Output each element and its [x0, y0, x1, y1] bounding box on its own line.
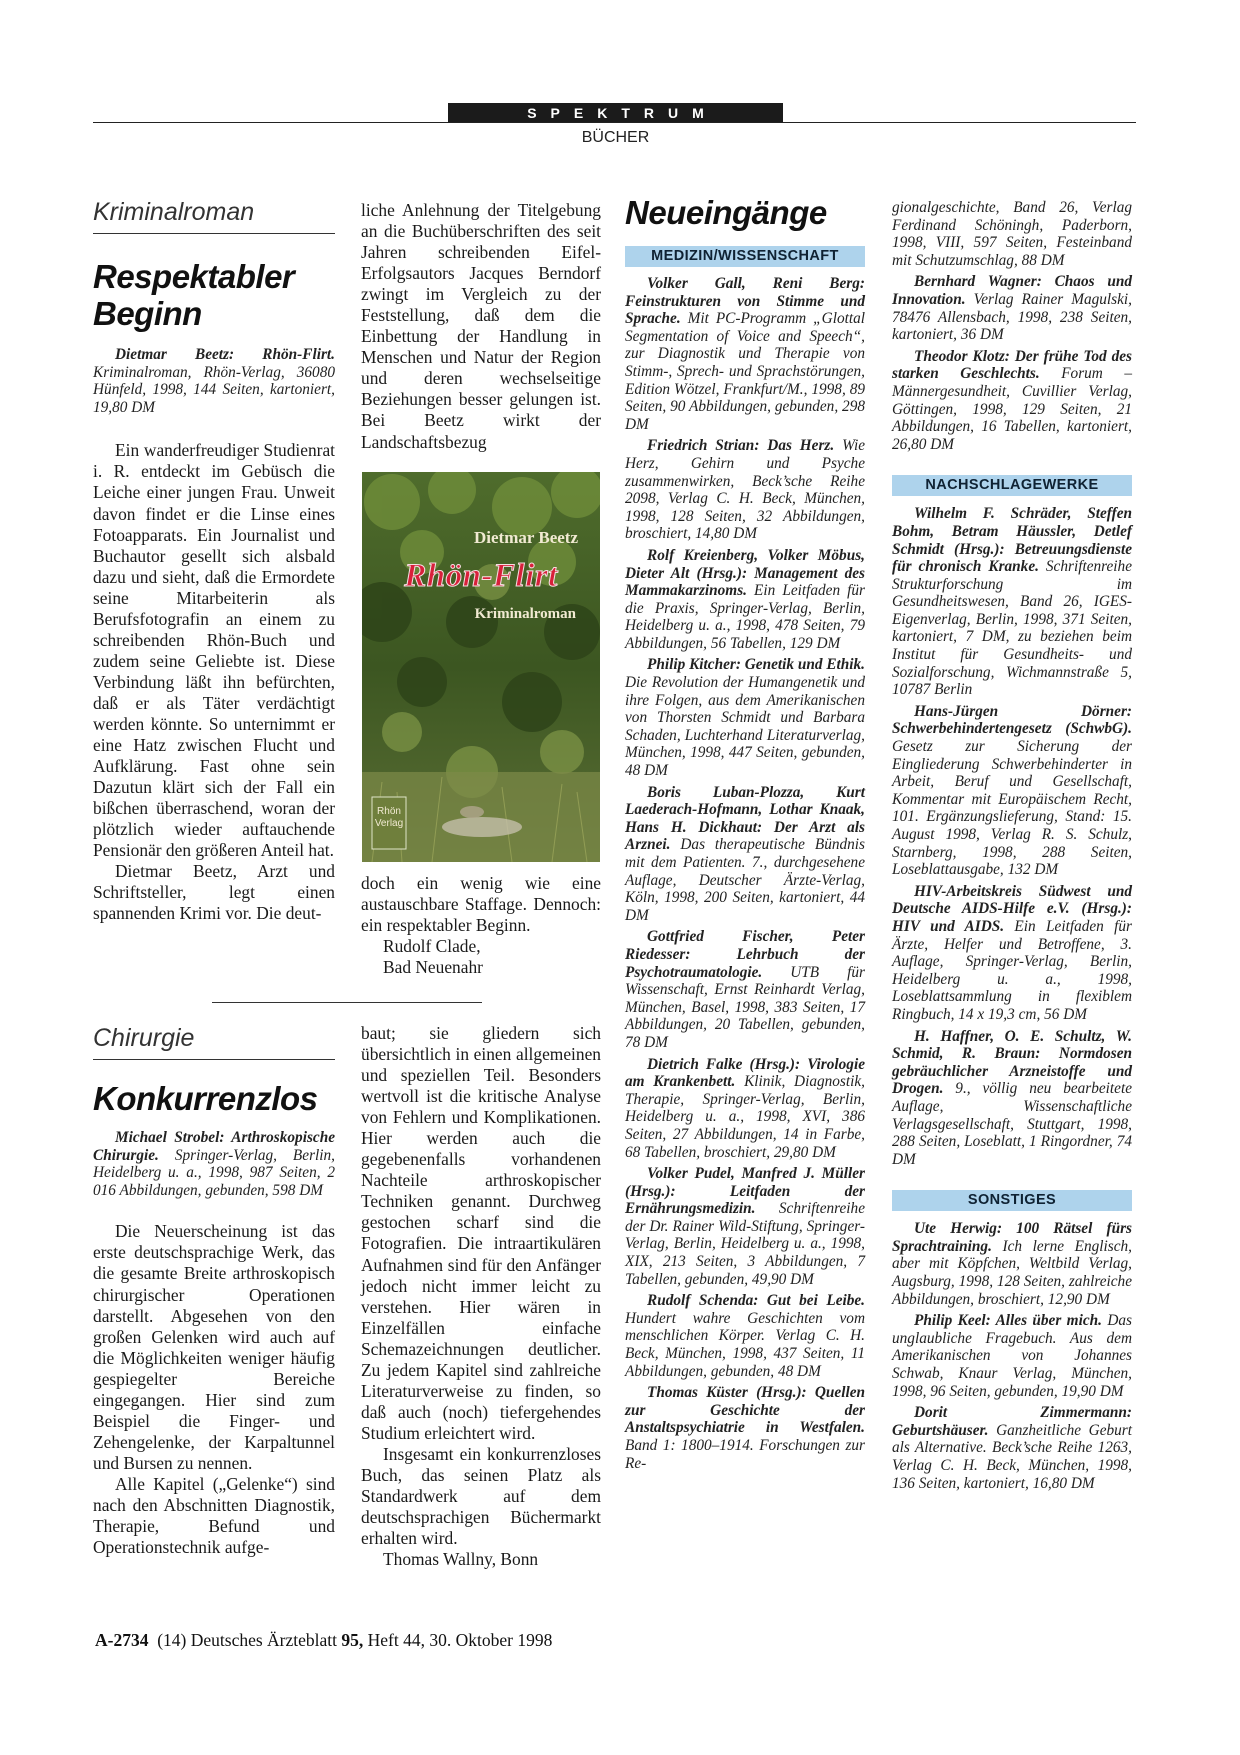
cover-publisher-line1: Rhön [377, 806, 401, 817]
cover-author: Dietmar Beetz [474, 528, 578, 547]
list-medizin-cont [892, 199, 1132, 453]
book-author-title-2: Michael Strobel: Arthroskopische Chirurgie. [93, 1129, 335, 1164]
article-kriminalroman-ending [361, 873, 601, 978]
listing-author-title: Volker Gall, Reni Berg: Feinstrukturen von Stimme und Sprache. [625, 275, 865, 328]
category-nachschlagewerke: NACHSCHLAGEWERKE [892, 475, 1132, 496]
article-body-2 [93, 1221, 335, 1558]
listing-entry [625, 275, 865, 433]
section-banner: SPEKTRUM [448, 103, 783, 123]
listing-details: Wie Herz, Gehirn und Psyche zusammenwirken, Beck’sche Reihe 2098, Verlag C. H. Beck, München, 1998, 128 Seiten, 32 Abbildungen, broschiert, 14,80 DM [625, 437, 866, 543]
listing-entry [892, 1220, 1132, 1308]
journal-volume: 95, [341, 1630, 364, 1650]
listing-author-title: Gottfried Fischer, Peter Riedesser: Lehrbuch der Psychotraumatologie. [625, 928, 865, 981]
listing-author-title: Thomas Küster (Hrsg.): Quellen zur Geschichte der Anstaltspsychiatrie in Westfalen. [625, 1384, 865, 1437]
listing-entry [892, 883, 1132, 1024]
listing-author-title: Rudolf Schenda: Gut bei Leibe. [647, 1292, 865, 1310]
listing-details: Mit PC-Programm „Glottal Segmentation of Voice and Speech“, zur Diagnostik und Therapie von Stimm-, Sprech- und Sprachstörungen, Edition Wötzel, Frankfurt/M., 1998, 89 Seiten, 90 Abbildungen, gebunden, 298 DM [625, 310, 865, 433]
listing-author-title: Boris Luban-Plozza, Kurt Laederach-Hofmann, Lothar Knaak, Hans H. Dickhaut: Der Arzt als Arznei. [625, 783, 865, 854]
listing-details: Das therapeutische Bündnis mit dem Patienten. 7., durchgesehene Auflage, Deutscher Ärzte-Verlag, Köln, 1998, 200 Seiten, kartoniert, 44 DM [625, 836, 865, 924]
listing-author-title: Bernhard Wagner: Chaos und Innovation. [892, 273, 1132, 308]
header-rule [93, 122, 1136, 123]
listing-details: gionalgeschichte, Band 26, Verlag Ferdinand Schöningh, Paderborn, 1998, VIII, 597 Seiten, Festeinband mit Schutzumschlag, 88 DM [892, 199, 1132, 269]
paragraph-2: Dietmar Beetz, Arzt und Schriftsteller, legt einen spannenden Krimi vor. Die deut- [93, 861, 335, 924]
listing-details: Die Revolution der Humangenetik und ihre Folgen, aus dem Amerikanischen von Thorsten Schmidt und Barbara Schaden, Luchterhand Literaturverlag, München, 1998, 447 Seiten, gebunden, 48 DM [625, 674, 865, 780]
listing-entry [625, 437, 865, 543]
paragraph-1: Ein wanderfreudiger Studienrat i. R. entdeckt im Gebüsch die Leiche einer jungen Frau. Unweit davon findet er die Linse eines Fotoapparats. Ein Journalist und Buchautor gesellt sich alsbald dazu und sieht, daß die Ermordete seine Mitarbeiterin als Berufsfotografin an einem zu schreibenden Rhön-Buch und zudem seine Geliebte ist. Diese Verbindung läßt ihn befürchten, daß er als Täter verdächtigt werden könnte. So unternimmt er eine Hatz zwischen Flucht und Aufklärung. Fast ohne sein Dazutun klärt sich der Fall ein bißchen überraschend, woran der plötzlich wieder auftauchende Pensionär den größeren Anteil hat. [93, 440, 335, 861]
listing-details: Hundert wahre Geschichten vom menschlichen Körper. Verlag C. H. Beck, München, 1998, 437 Seiten, 11 Abbildungen, gebunden, 48 DM [625, 1309, 865, 1380]
listing-details: Verlag Rainer Magulski, 78476 Allensbach, 1998, 238 Seiten, kartoniert, 36 DM [892, 290, 1132, 344]
new-arrivals-title: Neueingänge [625, 194, 827, 231]
paragraph-2-3: Insgesamt ein konkurrenzloses Buch, das seinen Platz als Standardwerk auf dem deutschsprachigen Büchermarkt erhalten wird. [361, 1443, 601, 1549]
listing-details: UTB für Wissenschaft, Ernst Reinhardt Verlag, München, Basel, 1998, 383 Seiten, 17 Abbildungen, 20 Tabellen, gebunden, 78 DM [625, 963, 865, 1051]
listing-author-title: H. Haffner, O. E. Schultz, W. Schmid, R. Braun: Normdosen gebräuchlicher Arzneistoffe und Drogen. [892, 1027, 1132, 1098]
listing-details: Ein Leitfaden für Ärzte, Helfer und Betroffene, 3. Auflage, Springer-Verlag, Berlin, Heidelberg u. a., 1998, Loseblattsammlung in flexiblem Ringbuch, 14 x 19,3 cm, 56 DM [892, 917, 1132, 1023]
article-kriminalroman-col2 [361, 200, 601, 453]
journal-issue: Heft 44, 30. Oktober 1998 [367, 1630, 553, 1650]
listing-author-title: Volker Pudel, Manfred J. Müller (Hrsg.): Leitfaden der Ernährungsmedizin. [625, 1165, 865, 1218]
book-details-2: Springer-Verlag, Berlin, Heidelberg u. a., 1998, 987 Seiten, 2 016 Abbildungen, gebunden, 598 DM [93, 1146, 335, 1199]
list-nachschlagewerke [892, 505, 1132, 1168]
listing-entry [625, 656, 865, 779]
listing-author-title: Philip Kitcher: Genetik und Ethik. [647, 656, 866, 674]
listing-details: Schriftenreihe Strukturforschung im Gesundheitswesen, Band 26, IGES-Eigenverlag, Berlin, 1998, 371 Seiten, kartoniert, 7 DM, zu beziehen beim Institut für Gesundheits- und Sozialforschung, Wichmannstraße 5, 10787 Berlin [892, 558, 1132, 699]
section-label-chirurgie: Chirurgie [93, 1024, 335, 1060]
article-kriminalroman [93, 198, 335, 924]
headline-line-1: Respektabler [93, 258, 295, 295]
book-cover-image [362, 472, 600, 862]
list-sonstiges [892, 1220, 1132, 1492]
listing-author-title: Friedrich Strian: Das Herz. [647, 437, 835, 455]
subsection-label: BÜCHER [581, 129, 650, 146]
article-divider [212, 1002, 482, 1003]
article-body-cont [361, 200, 601, 453]
list-medizin [625, 275, 865, 1472]
listing-author-title: Theodor Klotz: Der frühe Tod des starken Geschlechts. [892, 347, 1132, 383]
listing-author-title: HIV-Arbeitskreis Südwest und Deutsche AIDS-Hilfe e.V. (Hrsg.): HIV und AIDS. [892, 882, 1132, 935]
headline-line-2: Beginn [93, 295, 202, 332]
cover-genre: Kriminalroman [474, 606, 576, 622]
listing-entry [625, 1056, 865, 1162]
listing-details: Klinik, Diagnostik, Therapie, Springer-Verlag, Berlin, Heidelberg u. a., 1998, XVI, 386 Seiten, 27 Abbildungen, 14 in Farbe, 68 Tabellen, broschiert, 29,80 DM [625, 1073, 866, 1161]
listing-entry [892, 1404, 1132, 1492]
listing-details: Das unglaubliche Fragebuch. Aus dem Amerikanischen von Johannes Schwab, Knaur Verlag, München, 1998, 96 Seiten, gebunden, 19,90 DM [892, 1312, 1133, 1400]
article-body-end [361, 873, 601, 978]
listing-entry [625, 547, 865, 653]
listing-entry [625, 1384, 865, 1472]
page-footer [95, 1630, 552, 1651]
listing-details: Forum – Männergesundheit, Cuvillier Verlag, Göttingen, 1998, 129 Seiten, 21 Abbildungen, 16 Tabellen, kartoniert, 26,80 DM [892, 365, 1132, 453]
paragraph-2-2: Alle Kapitel („Gelenke“) sind nach den Abschnitten Diagnostik, Therapie, Befund und Operationstechnik aufge- [93, 1473, 335, 1558]
section-label-kriminalroman: Kriminalroman [93, 198, 335, 234]
listing-entry [892, 273, 1132, 343]
listing-details: Ganzheitliche Geburt als Alternative. Beck’sche Reihe 1263, Verlag C. H. Beck, München, 1998, 136 Seiten, kartoniert, 16,80 DM [892, 1421, 1132, 1492]
listing-entry [625, 1292, 865, 1380]
reviewer-place: Bad Neuenahr [383, 957, 483, 978]
paragraph-2-1: Die Neuerscheinung ist das erste deutschsprachige Werk, das die gesamte Breite arthroskopisch chirurgischer Operationen darstellt. Abgesehen von den großen Gelenken wird auch auf die Möglichkeiten weniger häufig gespiegelter Bereiche eingegangen. Hier sind zum Beispiel die Finger- und Zehengelenke, der Karpaltunnel und Bursen zu nennen. [93, 1221, 335, 1473]
new-arrivals-column-2 [892, 199, 1132, 1496]
bibliography [93, 346, 335, 416]
listing-entry [892, 199, 1132, 269]
listing-details: 9., völlig neu bearbeitete Auflage, Wissenschaftliche Verlagsgesellschaft, Stuttgart, 1998, 288 Seiten, Loseblatt, 1 Ringordner, 74 DM [892, 1080, 1132, 1168]
headline-respektabler-beginn [93, 258, 335, 332]
listing-details: Ein Leitfaden für die Praxis, Springer-Verlag, Berlin, Heidelberg u. a., 1998, 478 Seiten, 79 Abbildungen, 56 Tabellen, 129 DM [625, 582, 865, 652]
reviewer-2: Thomas Wallny, Bonn [383, 1549, 539, 1570]
listing-author-title: Rolf Kreienberg, Volker Möbus, Dieter Alt (Hrsg.): Management des Mammakarzinoms. [625, 546, 865, 600]
listing-author-title: Philip Keel: Alles über mich. [914, 1312, 1102, 1330]
cover-publisher-line2: Verlag [374, 818, 404, 829]
journal-name: Deutsches Ärzteblatt [190, 1630, 338, 1650]
new-arrivals-column [625, 194, 865, 1476]
paragraph-2-cont: liche Anlehnung der Titelgebung an die Buchüberschriften des seit Jahren schreibenden Eifel-Erfolgsautors Jacques Berndorf zwingt im Vergleich zu der Feststellung, daß dem die Einbettung der Handlung in Menschen und Natur der Region und deren wechselseitige Beziehungen besser gelungen ist. Bei Beetz wirkt der Landschaftsbezug [361, 200, 601, 452]
listing-details: Band 1: 1800–1914. Forschungen zur Re- [625, 1437, 865, 1472]
listing-author-title: Ute Herwig: 100 Rätsel fürs Sprachtraining. [892, 1220, 1132, 1255]
listing-entry [625, 928, 865, 1051]
paragraph-2-end: doch ein wenig wie eine austauschbare Staffage. Dennoch: ein respektabler Beginn. [361, 873, 601, 936]
listing-author-title: Wilhelm F. Schräder, Steffen Bohm, Betram Häussler, Detlef Schmidt (Hrsg.): Betreuungsdienste für chronisch Kranke. [892, 505, 1132, 576]
listing-entry [625, 1165, 865, 1288]
cover-title: Rhön-Flirt [404, 558, 558, 594]
listing-entry [892, 505, 1132, 699]
category-sonstiges: SONSTIGES [892, 1190, 1132, 1211]
listing-author-title: Dietrich Falke (Hrsg.): Virologie am Krankenbett. [625, 1055, 865, 1091]
listing-entry [892, 1028, 1132, 1169]
listing-details: Gesetz zur Sicherung der Eingliederung Schwerbehinderter in Arbeit, Beruf und Gesellschaft, Kommentar mit Europäischem Recht, 101. Ergänzungslieferung, Stand: 15. August 1998, Verlag R. S. Schulz, Starnberg, 1998, 288 Seiten, Loseblattausgabe, 132 DM [892, 738, 1132, 879]
book-details: Kriminalroman, Rhön-Verlag, 36080 Hünfeld, 1998, 144 Seiten, kartoniert, 19,80 DM [93, 363, 335, 416]
reviewer-name: Rudolf Clade, [383, 936, 481, 957]
listing-entry [892, 1312, 1132, 1400]
article-chirurgie [93, 1024, 335, 1558]
listing-details: Ich lerne Englisch, aber mit Köpfchen, Weltbild Verlag, Augsburg, 1998, 128 Seiten, zahlreiche Abbildungen, broschiert, 12,90 DM [892, 1237, 1132, 1308]
article-body-2-cont [361, 1023, 601, 1570]
listing-author-title: Hans-Jürgen Dörner: Schwerbehindertengesetz (SchwbG). [892, 702, 1132, 738]
listing-entry [625, 784, 865, 925]
listing-author-title: Dorit Zimmermann: Geburtshäuser. [892, 1404, 1132, 1439]
page-code: A-2734 [95, 1630, 149, 1650]
cover-publisher-logo [374, 806, 404, 830]
paragraph-2-2-cont: baut; sie gliedern sich übersichtlich in einen allgemeinen und speziellen Teil. Besonders wertvoll ist die kritische Analyse von Fehlern und Komplikationen. Hier werden auch die gegebenenfalls vorhandenen Nachteile arthroskopischer Techniken genannt. Durchweg gestochen scharf sind die Fotografien. Die intraartikulären Aufnahmen sind für den Anfänger jedoch nicht immer leicht zu verstehen. Hier wären in Einzelfällen einfache Schemazeichnungen deutlicher. Zu jedem Kapitel sind zahlreiche Literaturverweise zu finden, so daß auch (noch) tiefergehendes Studium erleichtert wird. [361, 1023, 601, 1443]
category-medizin: MEDIZIN/WISSENSCHAFT [625, 246, 865, 267]
page-number: (14) [157, 1630, 187, 1650]
headline-konkurrenzlos: Konkurrenzlos [93, 1080, 318, 1117]
article-chirurgie-col2 [361, 1023, 601, 1570]
listing-entry [892, 348, 1132, 454]
book-author-title: Dietmar Beetz: Rhön-Flirt. [115, 346, 335, 363]
listing-details: Schriftenreihe der Dr. Rainer Wild-Stiftung, Springer-Verlag, Berlin, Heidelberg u. a., 1998, XIX, 213 Seiten, 3 Abbildungen, 7 Tabellen, gebunden, 49,90 DM [625, 1200, 865, 1288]
listing-entry [892, 703, 1132, 879]
article-body [93, 440, 335, 924]
bibliography-2 [93, 1129, 335, 1199]
